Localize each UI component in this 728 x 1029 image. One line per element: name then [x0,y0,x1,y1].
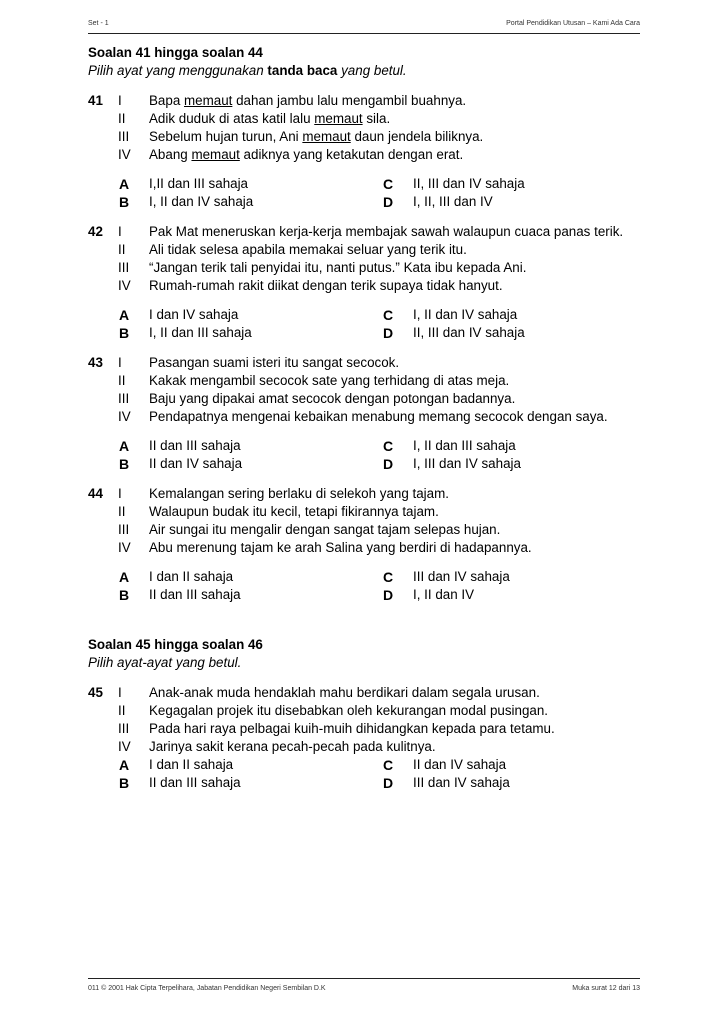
statement [88,128,648,146]
roman-numeral: II [118,242,126,257]
roman-numeral: II [118,504,126,519]
option-letter-c: C [383,569,394,585]
header-right: Portal Pendidikan Utusan – Kami Ada Cara [506,20,640,27]
option-row [88,193,648,211]
answer-options [88,175,648,211]
question-43 [88,354,648,473]
section-instruction: Pilih ayat-ayat yang betul. [88,655,242,670]
option-letter-c: C [383,307,394,323]
option-letter-c: C [383,757,394,773]
roman-numeral: I [118,93,122,108]
instruction-text: yang betul. [337,63,407,78]
option-letter-b: B [119,775,130,791]
option-letter-a: A [119,176,130,192]
instruction-text: Pilih ayat yang menggunakan [88,63,268,78]
question-41 [88,92,648,211]
section-title: Soalan 41 hingga soalan 44 [88,45,263,60]
option-a: I dan IV sahaja [149,307,239,322]
option-letter-d: D [383,587,394,603]
option-b: II dan III sahaja [149,775,241,790]
statement [88,92,648,110]
option-b: II dan IV sahaja [149,456,243,471]
roman-numeral: III [118,721,130,736]
option-letter-c: C [383,438,394,454]
header-left: Set - 1 [88,20,109,27]
statement-text: Abang [149,147,192,162]
question-number: 42 [88,224,103,239]
answer-options [88,756,648,792]
option-a: I dan II sahaja [149,757,234,772]
option-row [88,756,648,774]
roman-numeral: III [118,522,130,537]
roman-numeral: IV [118,278,131,293]
statement-text: sila. [362,111,391,126]
option-b: I, II dan IV sahaja [149,194,254,209]
section-2 [88,636,648,672]
option-row [88,568,648,586]
option-row [88,175,648,193]
statement [88,390,648,408]
header-divider [88,33,640,34]
statement [88,146,648,164]
statement-text: Baju yang dipakai amat secocok dengan potongan badannya. [149,391,516,406]
page-content [88,44,648,792]
option-c: II dan IV sahaja [413,757,507,772]
option-letter-b: B [119,325,130,341]
roman-numeral: III [118,391,130,406]
roman-numeral: II [118,703,126,718]
page-header [88,20,640,32]
statement [88,702,648,720]
statement-text: Pak Mat meneruskan kerja-kerja membajak sawah walaupun cuaca panas terik. [149,224,624,239]
footer-left: 011 © 2001 Hak Cipta Terpelihara, Jabatan Pendidikan Negeri Sembilan D.K [88,985,326,992]
statement-text: adiknya yang ketakutan dengan erat. [239,147,464,162]
statement [88,223,648,241]
option-d: I, III dan IV sahaja [413,456,521,471]
roman-numeral: I [118,224,122,239]
underlined-word: memaut [314,111,363,126]
section-instruction [88,62,648,80]
underlined-word: memaut [184,93,233,108]
option-letter-c: C [383,176,394,192]
option-letter-a: A [119,307,130,323]
statement [88,720,648,738]
option-row [88,774,648,792]
roman-numeral: III [118,129,130,144]
underlined-word: memaut [191,147,240,162]
option-letter-d: D [383,456,394,472]
option-row [88,306,648,324]
statement-text: dahan jambu lalu mengambil buahnya. [232,93,467,108]
option-c: I, II dan IV sahaja [413,307,518,322]
statement-text: Anak-anak muda hendaklah mahu berdikari dalam segala urusan. [149,685,540,700]
footer-right: Muka surat 12 dari 13 [572,985,640,992]
question-45 [88,684,648,792]
roman-numeral: IV [118,540,131,555]
statement [88,684,648,702]
statement-text: Sebelum hujan turun, Ani [149,129,303,144]
question-44 [88,485,648,604]
statement [88,354,648,372]
option-d: I, II, III dan IV [413,194,493,209]
option-letter-d: D [383,325,394,341]
option-d: I, II dan IV [413,587,475,602]
option-letter-b: B [119,456,130,472]
footer-divider [88,978,640,979]
option-letter-a: A [119,569,130,585]
statement-text: Kemalangan sering berlaku di selekoh yang tajam. [149,486,449,501]
statement-text: “Jangan terik tali penyidai itu, nanti putus.” Kata ibu kepada Ani. [149,260,527,275]
statement-text: Pasangan suami isteri itu sangat secocok. [149,355,400,370]
statement-text: daun jendela biliknya. [350,129,484,144]
option-c: I, II dan III sahaja [413,438,516,453]
roman-numeral: II [118,111,126,126]
question-number: 45 [88,685,103,700]
statement [88,408,648,426]
statement-text: Rumah-rumah rakit diikat dengan terik supaya tidak hanyut. [149,278,503,293]
option-row [88,455,648,473]
question-number: 43 [88,355,103,370]
statement [88,277,648,295]
option-a: I,II dan III sahaja [149,176,249,191]
roman-numeral: IV [118,409,131,424]
statement [88,521,648,539]
statement-text: Kegagalan projek itu disebabkan oleh kekurangan modal pusingan. [149,703,549,718]
page-footer [88,985,640,997]
option-b: II dan III sahaja [149,587,241,602]
statement-text: Kakak mengambil secocok sate yang terhidang di atas meja. [149,373,510,388]
option-a: II dan III sahaja [149,438,241,453]
option-b: I, II dan III sahaja [149,325,252,340]
statement-text: Air sungai itu mengalir dengan sangat tajam selepas hujan. [149,522,501,537]
roman-numeral: IV [118,739,131,754]
question-number: 44 [88,486,103,501]
answer-options [88,568,648,604]
option-row [88,324,648,342]
statement-text: Pendapatnya mengenai kebaikan menabung memang secocok dengan saya. [149,409,608,424]
option-letter-a: A [119,438,130,454]
roman-numeral: I [118,685,122,700]
statement-text: Bapa [149,93,184,108]
statement [88,241,648,259]
statement-text: Pada hari raya pelbagai kuih-muih dihidangkan kepada para tetamu. [149,721,555,736]
option-letter-d: D [383,775,394,791]
option-letter-b: B [119,194,130,210]
option-d: II, III dan IV sahaja [413,325,525,340]
option-letter-a: A [119,757,130,773]
option-row [88,437,648,455]
statement [88,503,648,521]
statement [88,539,648,557]
question-number: 41 [88,93,103,108]
statement [88,110,648,128]
roman-numeral: II [118,373,126,388]
statement [88,485,648,503]
statement-text: Abu merenung tajam ke arah Salina yang berdiri di hadapannya. [149,540,532,555]
option-letter-b: B [119,587,130,603]
option-a: I dan II sahaja [149,569,234,584]
section-title: Soalan 45 hingga soalan 46 [88,637,263,652]
answer-options [88,306,648,342]
statement-text: Adik duduk di atas katil lalu [149,111,315,126]
statement [88,372,648,390]
roman-numeral: I [118,486,122,501]
statement [88,259,648,277]
statement-text: Jarinya sakit kerana pecah-pecah pada kulitnya. [149,739,436,754]
statement-text: Ali tidak selesa apabila memakai seluar yang terik itu. [149,242,467,257]
option-row [88,586,648,604]
underlined-word: memaut [302,129,351,144]
roman-numeral: IV [118,147,131,162]
roman-numeral: I [118,355,122,370]
roman-numeral: III [118,260,130,275]
option-c: II, III dan IV sahaja [413,176,525,191]
statement-text: Walaupun budak itu kecil, tetapi fikirannya tajam. [149,504,439,519]
question-42 [88,223,648,342]
option-c: III dan IV sahaja [413,569,510,584]
statement [88,738,648,756]
instruction-emphasis: tanda baca [267,63,338,78]
answer-options [88,437,648,473]
option-letter-d: D [383,194,394,210]
option-d: III dan IV sahaja [413,775,510,790]
